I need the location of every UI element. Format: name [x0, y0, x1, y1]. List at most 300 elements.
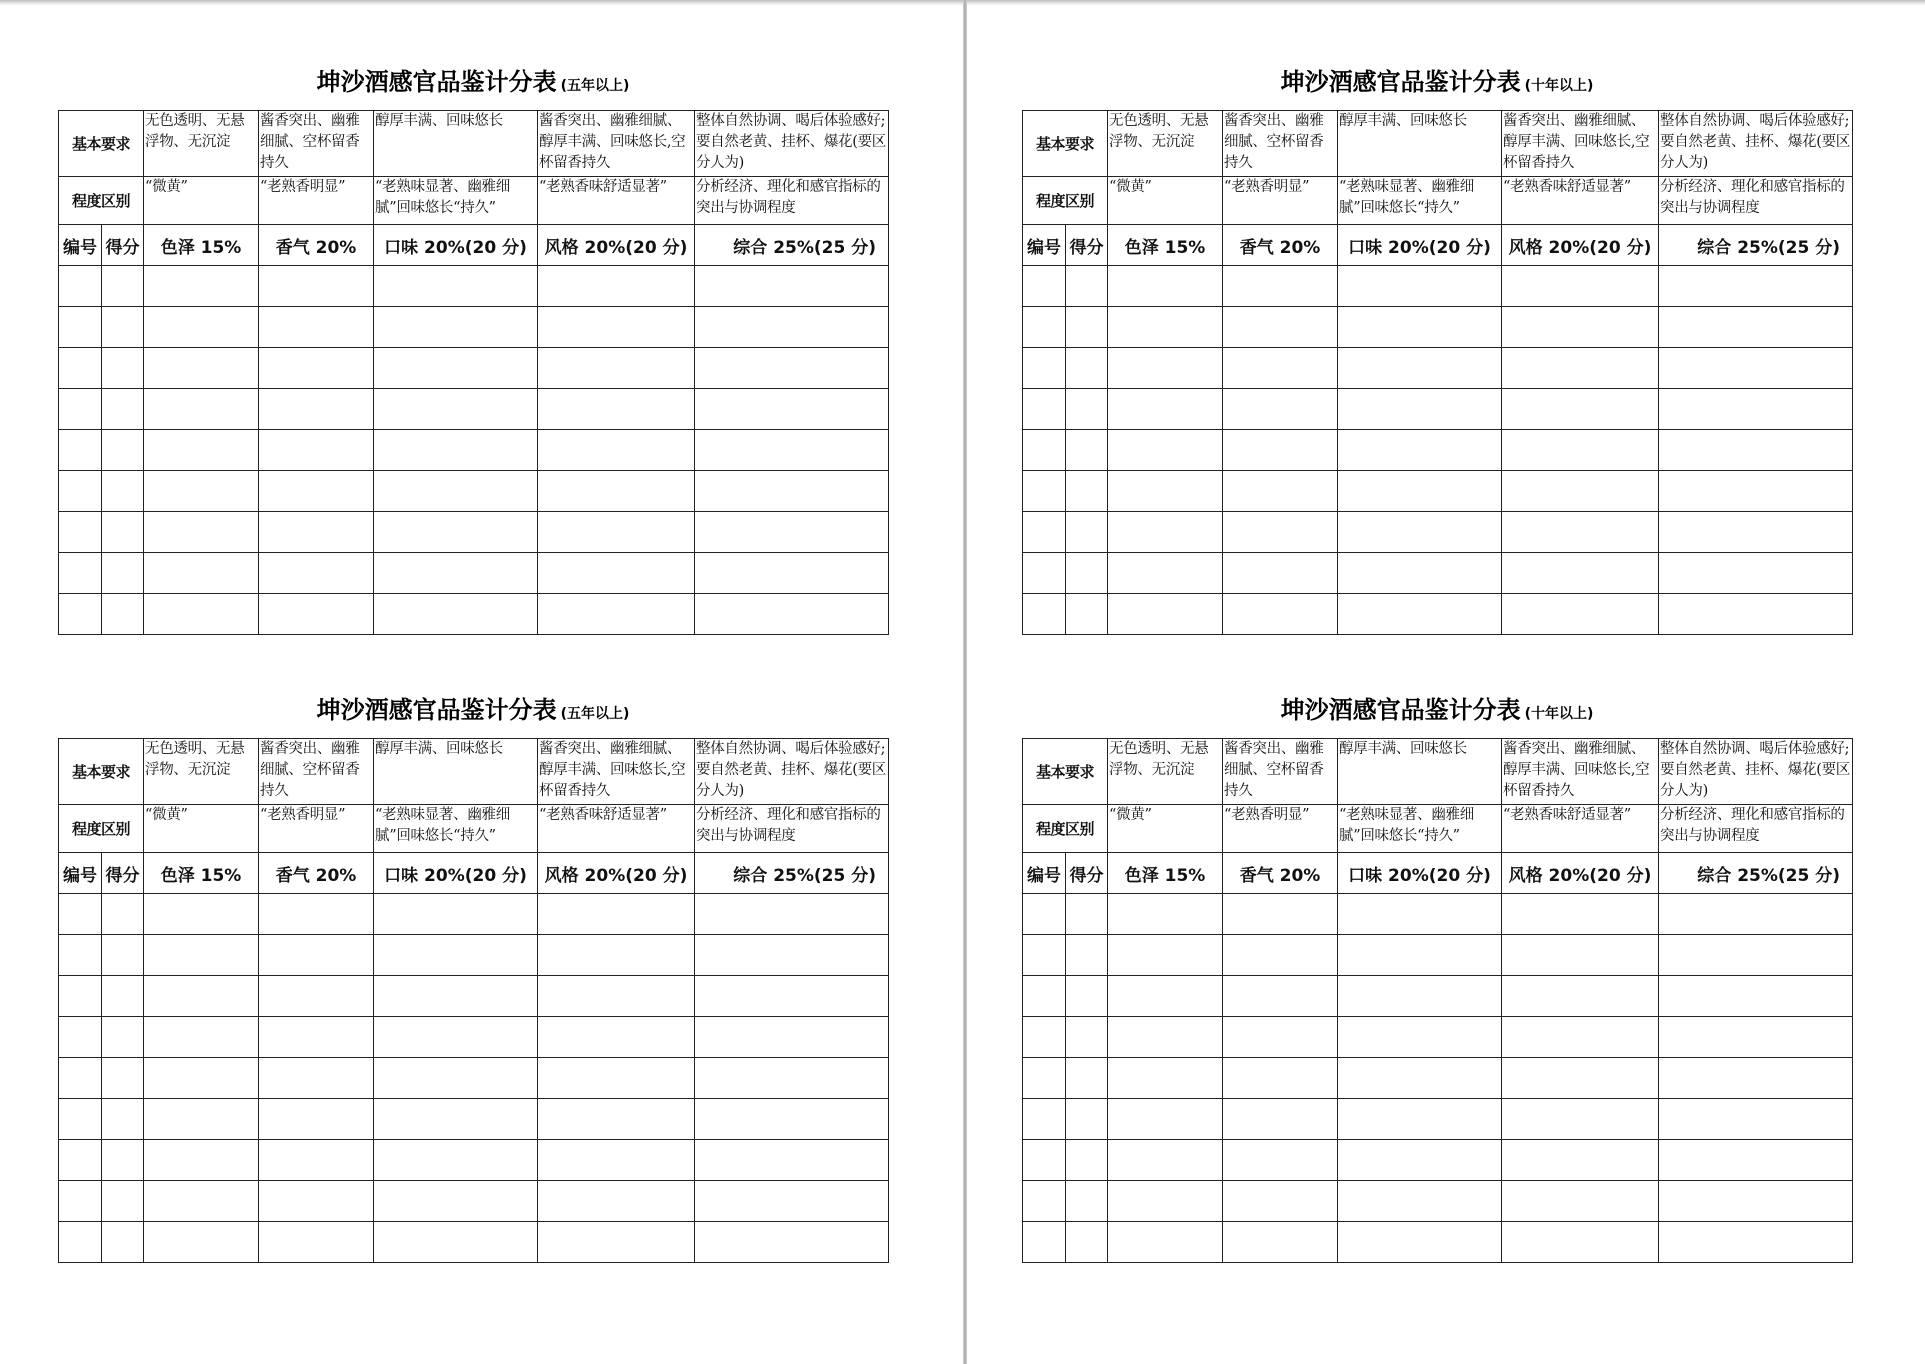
score-cell[interactable]: [374, 976, 538, 1017]
score-cell[interactable]: [1338, 1222, 1502, 1263]
score-cell[interactable]: [259, 894, 374, 935]
score-cell[interactable]: [1659, 1099, 1853, 1140]
score-cell[interactable]: [1066, 266, 1108, 307]
score-cell[interactable]: [1108, 1099, 1223, 1140]
score-cell[interactable]: [59, 1222, 102, 1263]
score-cell[interactable]: [695, 266, 889, 307]
score-cell[interactable]: [1659, 553, 1853, 594]
score-cell[interactable]: [1502, 389, 1659, 430]
score-cell[interactable]: [538, 348, 695, 389]
score-cell[interactable]: [1023, 935, 1066, 976]
score-cell[interactable]: [1108, 430, 1223, 471]
score-cell[interactable]: [1066, 430, 1108, 471]
score-cell[interactable]: [1066, 1058, 1108, 1099]
score-cell[interactable]: [1338, 1017, 1502, 1058]
score-cell[interactable]: [695, 348, 889, 389]
score-cell[interactable]: [59, 1181, 102, 1222]
score-cell[interactable]: [1659, 266, 1853, 307]
score-cell[interactable]: [1338, 1181, 1502, 1222]
score-cell[interactable]: [102, 1181, 144, 1222]
requirement-cell: 整体自然协调、喝后体验感好;要自然老黄、挂杯、爆花(要区分人为): [695, 111, 889, 177]
score-cell[interactable]: [695, 1058, 889, 1099]
score-cell[interactable]: [1066, 471, 1108, 512]
score-cell[interactable]: [1023, 512, 1066, 553]
score-cell[interactable]: [1338, 1058, 1502, 1099]
score-cell[interactable]: [102, 348, 144, 389]
sheet-title: [58, 688, 888, 732]
score-cell[interactable]: [1108, 1181, 1223, 1222]
score-cell[interactable]: [1023, 430, 1066, 471]
sheet-title: [1022, 60, 1852, 104]
score-cell[interactable]: [1066, 1181, 1108, 1222]
score-cell[interactable]: [1659, 594, 1853, 635]
degree-label: 程度区别: [1023, 177, 1108, 225]
score-cell[interactable]: [1023, 976, 1066, 1017]
score-cell[interactable]: [144, 307, 259, 348]
score-cell[interactable]: [1108, 1140, 1223, 1181]
score-cell[interactable]: [1659, 1058, 1853, 1099]
column-header: 香气 20%: [1223, 225, 1338, 266]
score-cell[interactable]: [1223, 348, 1338, 389]
score-cell[interactable]: [1223, 1017, 1338, 1058]
score-cell[interactable]: [1659, 1140, 1853, 1181]
score-cell[interactable]: [259, 594, 374, 635]
score-cell[interactable]: [695, 430, 889, 471]
score-cell[interactable]: [144, 471, 259, 512]
score-cell[interactable]: [259, 1017, 374, 1058]
score-cell[interactable]: [695, 512, 889, 553]
score-cell[interactable]: [1108, 1017, 1223, 1058]
score-cell[interactable]: [1338, 553, 1502, 594]
score-cell[interactable]: [144, 594, 259, 635]
score-cell[interactable]: [1502, 553, 1659, 594]
score-cell[interactable]: [1023, 894, 1066, 935]
sheet-subtitle: (十年以上): [1524, 706, 1594, 722]
score-cell[interactable]: [144, 1181, 259, 1222]
score-cell[interactable]: [1023, 1181, 1066, 1222]
score-cell[interactable]: [1502, 1099, 1659, 1140]
score-cell[interactable]: [538, 430, 695, 471]
requirement-label: 基本要求: [59, 111, 144, 177]
score-cell[interactable]: [1338, 594, 1502, 635]
score-cell[interactable]: [1023, 1017, 1066, 1058]
score-row: [1023, 894, 1853, 935]
score-cell[interactable]: [1223, 430, 1338, 471]
score-cell[interactable]: [259, 553, 374, 594]
score-row: [1023, 1017, 1853, 1058]
score-cell[interactable]: [695, 976, 889, 1017]
sheet-title-text: 坤沙酒感官品鉴计分表: [316, 68, 557, 96]
score-cell[interactable]: [538, 307, 695, 348]
score-row: [1023, 976, 1853, 1017]
score-cell[interactable]: [1502, 894, 1659, 935]
score-cell[interactable]: [144, 1140, 259, 1181]
score-cell[interactable]: [144, 348, 259, 389]
score-cell[interactable]: [59, 976, 102, 1017]
score-cell[interactable]: [1108, 348, 1223, 389]
score-row: [1023, 471, 1853, 512]
score-cell[interactable]: [1223, 976, 1338, 1017]
sheet-title: [1022, 688, 1852, 732]
score-cell[interactable]: [1223, 1099, 1338, 1140]
score-cell[interactable]: [1338, 471, 1502, 512]
score-row: [1023, 389, 1853, 430]
score-cell[interactable]: [1659, 512, 1853, 553]
score-cell[interactable]: [374, 1099, 538, 1140]
requirement-cell: 酱香突出、幽雅细腻、醇厚丰满、回味悠长,空杯留香持久: [1502, 111, 1659, 177]
score-cell[interactable]: [1659, 935, 1853, 976]
score-cell[interactable]: [374, 1181, 538, 1222]
requirement-cell: 酱香突出、幽雅细腻、醇厚丰满、回味悠长,空杯留香持久: [538, 111, 695, 177]
score-cell[interactable]: [1023, 389, 1066, 430]
score-cell[interactable]: [1502, 512, 1659, 553]
score-cell[interactable]: [144, 894, 259, 935]
score-cell[interactable]: [1659, 1222, 1853, 1263]
score-cell[interactable]: [1659, 1181, 1853, 1222]
score-cell[interactable]: [1338, 1140, 1502, 1181]
score-cell[interactable]: [538, 935, 695, 976]
score-cell[interactable]: [1066, 553, 1108, 594]
score-cell[interactable]: [1338, 389, 1502, 430]
score-cell[interactable]: [1023, 1140, 1066, 1181]
score-cell[interactable]: [538, 1181, 695, 1222]
score-cell[interactable]: [1066, 1140, 1108, 1181]
column-header: 色泽 15%: [1108, 225, 1223, 266]
score-cell[interactable]: [1502, 266, 1659, 307]
score-cell[interactable]: [102, 976, 144, 1017]
score-cell[interactable]: [1502, 348, 1659, 389]
score-cell[interactable]: [259, 935, 374, 976]
score-cell[interactable]: [144, 935, 259, 976]
score-cell[interactable]: [1066, 389, 1108, 430]
score-cell[interactable]: [1502, 935, 1659, 976]
score-cell[interactable]: [1223, 1140, 1338, 1181]
score-cell[interactable]: [695, 894, 889, 935]
score-cell[interactable]: [1066, 894, 1108, 935]
score-cell[interactable]: [1223, 512, 1338, 553]
score-cell[interactable]: [1502, 1181, 1659, 1222]
score-cell[interactable]: [102, 266, 144, 307]
score-cell[interactable]: [695, 1099, 889, 1140]
score-cell[interactable]: [259, 976, 374, 1017]
score-cell[interactable]: [1066, 935, 1108, 976]
score-cell[interactable]: [59, 1017, 102, 1058]
score-cell[interactable]: [1023, 594, 1066, 635]
score-cell[interactable]: [59, 1099, 102, 1140]
score-cell[interactable]: [374, 307, 538, 348]
score-cell[interactable]: [1066, 348, 1108, 389]
score-cell[interactable]: [59, 348, 102, 389]
score-cell[interactable]: [144, 553, 259, 594]
score-cell[interactable]: [1338, 894, 1502, 935]
score-cell[interactable]: [538, 389, 695, 430]
score-cell[interactable]: [695, 389, 889, 430]
score-cell[interactable]: [1023, 1058, 1066, 1099]
score-row: [1023, 1140, 1853, 1181]
score-cell[interactable]: [1108, 935, 1223, 976]
score-cell[interactable]: [144, 389, 259, 430]
score-cell[interactable]: [1066, 976, 1108, 1017]
score-cell[interactable]: [1659, 894, 1853, 935]
requirement-cell: 无色透明、无悬浮物、无沉淀: [1108, 739, 1223, 805]
score-cell[interactable]: [1223, 553, 1338, 594]
score-cell[interactable]: [374, 471, 538, 512]
score-cell[interactable]: [374, 430, 538, 471]
score-cell[interactable]: [59, 594, 102, 635]
score-cell[interactable]: [59, 935, 102, 976]
score-cell[interactable]: [1502, 430, 1659, 471]
score-cell[interactable]: [374, 553, 538, 594]
degree-cell: “老熟香明显”: [1223, 805, 1338, 853]
score-cell[interactable]: [1502, 1222, 1659, 1263]
score-cell[interactable]: [102, 1017, 144, 1058]
score-cell[interactable]: [538, 1099, 695, 1140]
score-cell[interactable]: [1108, 266, 1223, 307]
degree-cell: 分析经济、理化和感官指标的突出与协调程度: [1659, 177, 1853, 225]
score-cell[interactable]: [538, 1222, 695, 1263]
score-cell[interactable]: [374, 594, 538, 635]
score-cell[interactable]: [102, 894, 144, 935]
score-cell[interactable]: [1502, 1140, 1659, 1181]
score-cell[interactable]: [259, 389, 374, 430]
score-cell[interactable]: [1338, 266, 1502, 307]
score-cell[interactable]: [144, 430, 259, 471]
score-cell[interactable]: [1066, 1099, 1108, 1140]
score-cell[interactable]: [1223, 935, 1338, 976]
score-row: [59, 553, 889, 594]
score-cell[interactable]: [1023, 471, 1066, 512]
score-cell[interactable]: [538, 471, 695, 512]
score-cell[interactable]: [102, 389, 144, 430]
requirement-cell: 醇厚丰满、回味悠长: [1338, 111, 1502, 177]
score-cell[interactable]: [374, 1222, 538, 1263]
score-cell[interactable]: [102, 935, 144, 976]
score-cell[interactable]: [1066, 594, 1108, 635]
score-cell[interactable]: [538, 1058, 695, 1099]
score-cell[interactable]: [1338, 430, 1502, 471]
score-cell[interactable]: [259, 1099, 374, 1140]
score-cell[interactable]: [1023, 1099, 1066, 1140]
score-cell[interactable]: [1066, 1222, 1108, 1263]
score-cell[interactable]: [259, 430, 374, 471]
score-cell[interactable]: [259, 1140, 374, 1181]
score-cell[interactable]: [538, 512, 695, 553]
score-cell[interactable]: [1023, 348, 1066, 389]
score-cell[interactable]: [1066, 512, 1108, 553]
score-cell[interactable]: [102, 512, 144, 553]
score-cell[interactable]: [695, 1140, 889, 1181]
score-cell[interactable]: [1223, 1181, 1338, 1222]
score-cell[interactable]: [695, 935, 889, 976]
score-cell[interactable]: [1223, 266, 1338, 307]
score-cell[interactable]: [102, 1058, 144, 1099]
score-cell[interactable]: [1223, 594, 1338, 635]
column-header: 综合 25%(25 分): [1659, 853, 1853, 894]
score-cell[interactable]: [259, 266, 374, 307]
degree-cell: “老熟香明显”: [259, 177, 374, 225]
score-cell[interactable]: [144, 1058, 259, 1099]
score-cell[interactable]: [102, 430, 144, 471]
score-cell[interactable]: [1502, 471, 1659, 512]
score-table: [58, 738, 889, 1263]
score-cell[interactable]: [102, 553, 144, 594]
requirement-cell: 整体自然协调、喝后体验感好;要自然老黄、挂杯、爆花(要区分人为): [1659, 739, 1853, 805]
score-cell[interactable]: [259, 1058, 374, 1099]
score-cell[interactable]: [695, 1017, 889, 1058]
score-cell[interactable]: [59, 389, 102, 430]
score-cell[interactable]: [1223, 1058, 1338, 1099]
score-cell[interactable]: [374, 389, 538, 430]
score-cell[interactable]: [538, 266, 695, 307]
score-cell[interactable]: [538, 1140, 695, 1181]
score-cell[interactable]: [59, 1140, 102, 1181]
score-cell[interactable]: [538, 976, 695, 1017]
score-cell[interactable]: [695, 307, 889, 348]
score-cell[interactable]: [1108, 976, 1223, 1017]
score-cell[interactable]: [1659, 976, 1853, 1017]
score-cell[interactable]: [1502, 1058, 1659, 1099]
score-cell[interactable]: [1338, 976, 1502, 1017]
score-row: [1023, 1181, 1853, 1222]
score-cell[interactable]: [102, 471, 144, 512]
score-cell[interactable]: [1066, 1017, 1108, 1058]
score-cell[interactable]: [144, 1099, 259, 1140]
score-cell[interactable]: [259, 307, 374, 348]
score-cell[interactable]: [1659, 348, 1853, 389]
score-cell[interactable]: [374, 512, 538, 553]
score-cell[interactable]: [1023, 1222, 1066, 1263]
score-cell[interactable]: [102, 1222, 144, 1263]
score-cell[interactable]: [1659, 471, 1853, 512]
score-cell[interactable]: [102, 307, 144, 348]
score-cell[interactable]: [102, 1099, 144, 1140]
score-cell[interactable]: [695, 594, 889, 635]
score-cell[interactable]: [695, 471, 889, 512]
score-row: [59, 1222, 889, 1263]
score-cell[interactable]: [695, 553, 889, 594]
score-cell[interactable]: [1023, 266, 1066, 307]
score-cell[interactable]: [59, 266, 102, 307]
column-header: 综合 25%(25 分): [695, 853, 889, 894]
page-divider: [963, 0, 967, 1364]
score-cell[interactable]: [1108, 512, 1223, 553]
degree-cell: “微黄”: [144, 177, 259, 225]
score-cell[interactable]: [374, 1058, 538, 1099]
score-cell[interactable]: [144, 976, 259, 1017]
degree-row: [59, 805, 889, 853]
score-cell[interactable]: [144, 266, 259, 307]
score-cell[interactable]: [144, 512, 259, 553]
degree-cell: 分析经济、理化和感官指标的突出与协调程度: [1659, 805, 1853, 853]
score-cell[interactable]: [1108, 471, 1223, 512]
score-cell[interactable]: [1223, 307, 1338, 348]
score-cell[interactable]: [1108, 389, 1223, 430]
score-cell[interactable]: [1659, 1017, 1853, 1058]
score-cell[interactable]: [374, 935, 538, 976]
score-cell[interactable]: [695, 1222, 889, 1263]
score-cell[interactable]: [1502, 1017, 1659, 1058]
score-cell[interactable]: [538, 1017, 695, 1058]
score-cell[interactable]: [259, 471, 374, 512]
score-cell[interactable]: [374, 1017, 538, 1058]
score-sheet: [58, 60, 888, 635]
score-cell[interactable]: [374, 266, 538, 307]
score-cell[interactable]: [1338, 512, 1502, 553]
score-cell[interactable]: [1338, 935, 1502, 976]
column-header: 香气 20%: [259, 853, 374, 894]
score-cell[interactable]: [1502, 307, 1659, 348]
score-cell[interactable]: [374, 348, 538, 389]
score-cell[interactable]: [1108, 894, 1223, 935]
score-cell[interactable]: [1066, 307, 1108, 348]
score-cell[interactable]: [1108, 594, 1223, 635]
score-cell[interactable]: [1023, 307, 1066, 348]
score-cell[interactable]: [102, 594, 144, 635]
column-header: 口味 20%(20 分): [1338, 225, 1502, 266]
score-row: [59, 348, 889, 389]
column-header: 风格 20%(20 分): [1502, 853, 1659, 894]
score-cell[interactable]: [374, 894, 538, 935]
degree-cell: 分析经济、理化和感官指标的突出与协调程度: [695, 177, 889, 225]
score-cell[interactable]: [1659, 430, 1853, 471]
column-header: 编号: [1023, 225, 1066, 266]
score-cell[interactable]: [1223, 1222, 1338, 1263]
score-sheet: [1022, 688, 1852, 1263]
score-cell[interactable]: [144, 1222, 259, 1263]
score-cell[interactable]: [59, 307, 102, 348]
score-row: [59, 1140, 889, 1181]
score-row: [1023, 1222, 1853, 1263]
degree-cell: “微黄”: [144, 805, 259, 853]
score-cell[interactable]: [374, 1140, 538, 1181]
degree-cell: “老熟香明显”: [1223, 177, 1338, 225]
score-cell[interactable]: [1338, 348, 1502, 389]
score-cell[interactable]: [1223, 389, 1338, 430]
score-cell[interactable]: [259, 512, 374, 553]
score-cell[interactable]: [1108, 1222, 1223, 1263]
score-cell[interactable]: [1338, 307, 1502, 348]
score-cell[interactable]: [102, 1140, 144, 1181]
score-cell[interactable]: [1659, 389, 1853, 430]
score-cell[interactable]: [695, 1181, 889, 1222]
score-cell[interactable]: [1223, 894, 1338, 935]
score-cell[interactable]: [59, 430, 102, 471]
requirement-cell: 酱香突出、幽雅细腻、空杯留香持久: [1223, 739, 1338, 805]
score-cell[interactable]: [59, 512, 102, 553]
score-cell[interactable]: [538, 594, 695, 635]
score-cell[interactable]: [1502, 594, 1659, 635]
score-cell[interactable]: [538, 894, 695, 935]
score-cell[interactable]: [144, 1017, 259, 1058]
score-cell[interactable]: [59, 553, 102, 594]
score-cell[interactable]: [1108, 307, 1223, 348]
column-header-row: [1023, 225, 1853, 266]
score-cell[interactable]: [59, 894, 102, 935]
score-cell[interactable]: [538, 553, 695, 594]
score-cell[interactable]: [1223, 471, 1338, 512]
score-cell[interactable]: [1502, 976, 1659, 1017]
score-cell[interactable]: [259, 348, 374, 389]
score-cell[interactable]: [259, 1222, 374, 1263]
score-cell[interactable]: [59, 1058, 102, 1099]
score-cell[interactable]: [1023, 553, 1066, 594]
score-cell[interactable]: [1108, 1058, 1223, 1099]
score-cell[interactable]: [1659, 307, 1853, 348]
score-cell[interactable]: [259, 1181, 374, 1222]
score-cell[interactable]: [59, 471, 102, 512]
score-cell[interactable]: [1108, 553, 1223, 594]
score-cell[interactable]: [1338, 1099, 1502, 1140]
